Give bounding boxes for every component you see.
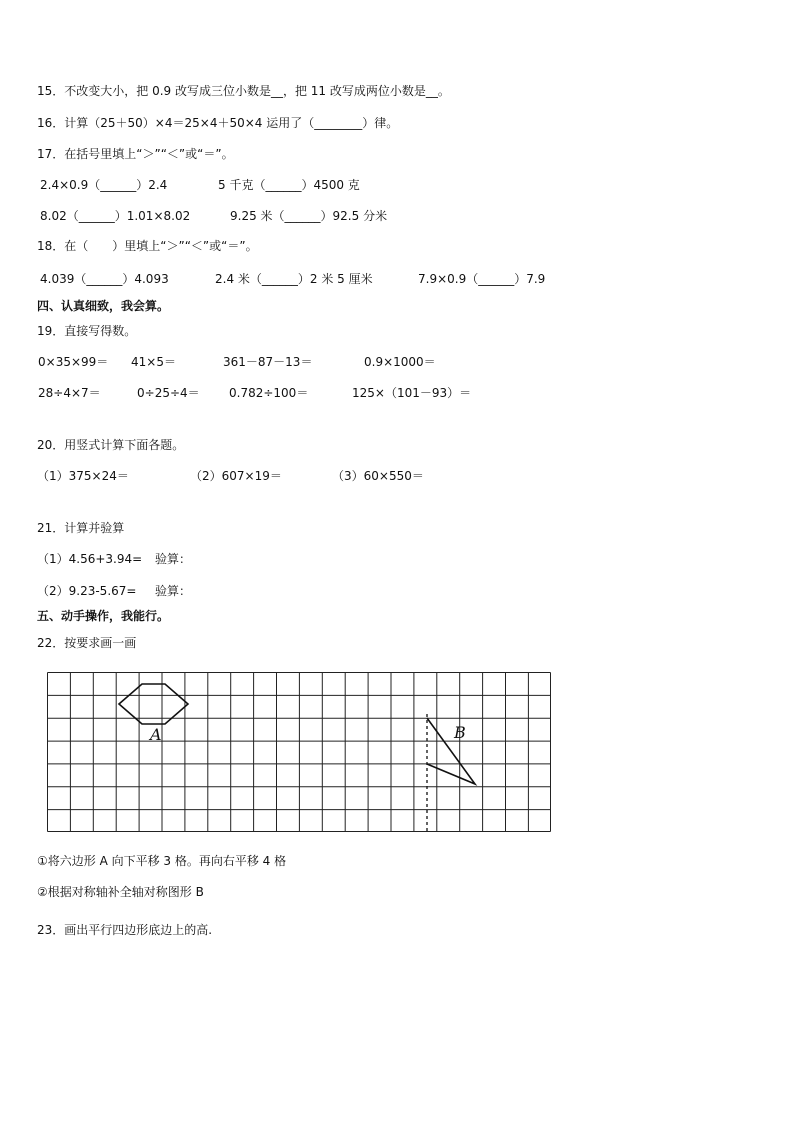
question-17-title: 17．在括号里填上“＞”“＜”或“＝”。 (37, 147, 234, 161)
figure-b-half (427, 718, 475, 784)
check-label: 验算： (155, 584, 192, 598)
check-label: 验算： (155, 552, 192, 566)
question-22-task-2: ②根据对称轴补全轴对称图形 B (37, 885, 204, 899)
question-23: 23．画出平行四边形底边上的高. (37, 923, 213, 937)
question-16: 16．计算（25＋50）×4＝25×4＋50×4 运用了（________）律。 (37, 116, 399, 130)
vertical-calc-item: （3）60×550＝ (332, 469, 424, 483)
question-21-title: 21．计算并验算 (37, 521, 125, 535)
figure-b-label: B (454, 723, 466, 742)
question-17-item-2: 5 千克（______）4500 克 (218, 178, 360, 192)
calc-item: 125×（101－93）＝ (352, 386, 472, 400)
question-17-item-3: 8.02（______）1.01×8.02 (40, 209, 191, 223)
question-21-item-1: （1）4.56+3.94= (37, 552, 143, 566)
grid-figure (47, 672, 551, 832)
question-18-item-1: 4.039（______）4.093 (40, 272, 169, 286)
question-22-task-1: ①将六边形 A 向下平移 3 格。再向右平移 4 格 (37, 854, 287, 868)
calc-item: 0×35×99＝ (38, 355, 109, 369)
calc-item: 28÷4×7＝ (38, 386, 101, 400)
vertical-calc-item: （2）607×19＝ (190, 469, 282, 483)
calc-item: 361－87－13＝ (223, 355, 313, 369)
drawing-grid (47, 672, 551, 832)
question-18-title: 18．在（ ）里填上“＞”“＜”或“＝”。 (37, 239, 258, 253)
question-17-item-1: 2.4×0.9（______）2.4 (40, 178, 168, 192)
calc-item: 0.782÷100＝ (229, 386, 309, 400)
question-21-item-2: （2）9.23-5.67= (37, 584, 137, 598)
question-15: 15．不改变大小，把 0.9 改写成三位小数是__，把 11 改写成两位小数是__。 (37, 84, 450, 98)
section-4-heading: 四、认真细致，我会算。 (37, 299, 170, 313)
calc-item: 0÷25÷4＝ (137, 386, 200, 400)
question-18-item-2: 2.4 米（______）2 米 5 厘米 (215, 272, 373, 286)
hexagon-a-label: A (150, 725, 162, 744)
vertical-calc-item: （1）375×24＝ (37, 469, 129, 483)
question-20-title: 20．用竖式计算下面各题。 (37, 438, 185, 452)
calc-item: 41×5＝ (131, 355, 176, 369)
question-22-title: 22．按要求画一画 (37, 636, 137, 650)
question-18-item-3: 7.9×0.9（______）7.9 (418, 272, 546, 286)
question-17-item-4: 9.25 米（______）92.5 分米 (230, 209, 388, 223)
question-19-title: 19．直接写得数。 (37, 324, 137, 338)
section-5-heading: 五、动手操作，我能行。 (37, 609, 170, 623)
calc-item: 0.9×1000＝ (364, 355, 436, 369)
